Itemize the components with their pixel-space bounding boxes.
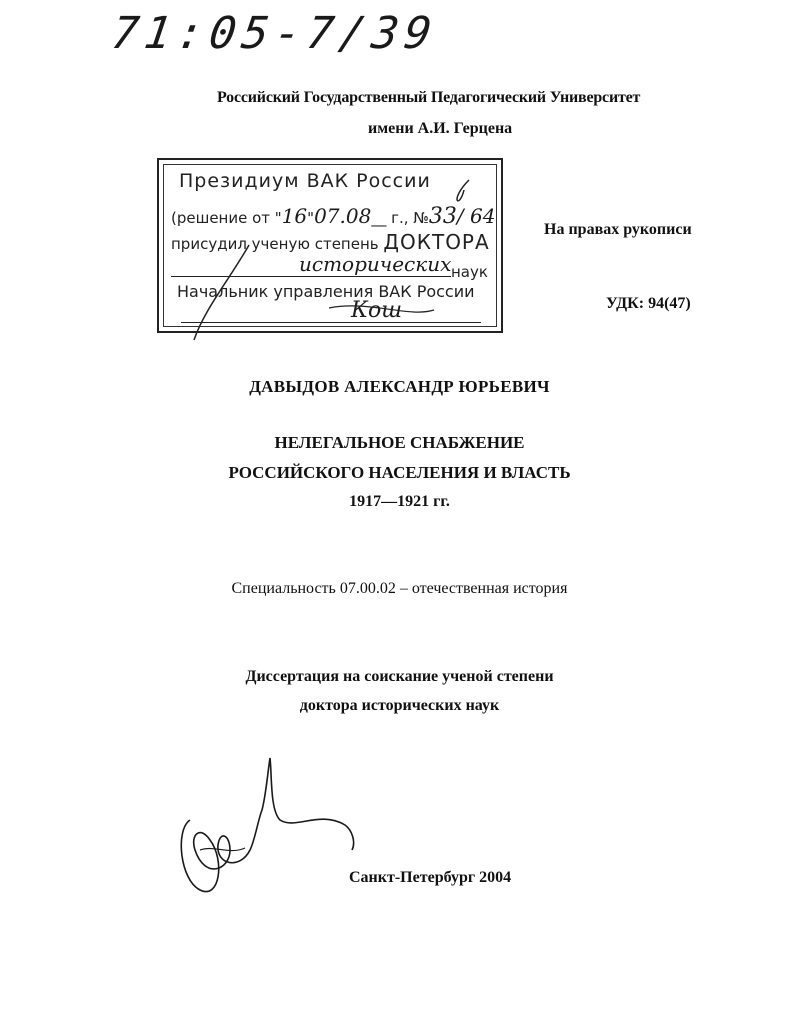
place-and-year: Санкт-Петербург 2004 <box>349 869 512 886</box>
stamp-awarded-prefix: присудил ученую степень <box>171 235 379 253</box>
author-name: ДАВЫДОВ АЛЕКСАНДР ЮРЬЕВИЧ <box>249 377 550 396</box>
stamp-field-suffix: наук <box>451 263 488 281</box>
university-honorific: имени А.И. Герцена <box>368 120 513 137</box>
dissertation-line2: доктора исторических наук <box>299 697 500 714</box>
rights-notice: На правах рукописи <box>544 221 692 238</box>
stamp-decision-number: 33 <box>428 204 457 229</box>
stamp-decision-month: 07.08 <box>314 204 372 228</box>
vak-stamp <box>157 158 503 333</box>
stamp-pen-strokes <box>149 150 515 350</box>
stamp-chief-signature: Кош <box>351 298 403 323</box>
stamp-degree: ДОКТОРА <box>383 230 490 254</box>
stamp-decision-day: 16 <box>281 204 308 228</box>
stamp-decision-quote: " <box>307 209 315 227</box>
university-name: Российский Государственный Педагогический Университет <box>217 89 641 106</box>
specialty: Специальность 07.00.02 – отечественная история <box>231 580 568 597</box>
author-signature <box>170 750 370 910</box>
thesis-title-years: 1917—1921 гг. <box>349 493 450 510</box>
dissertation-line1: Диссертация на соискание ученой степени <box>245 668 554 685</box>
stamp-field-handwritten: исторических <box>299 252 452 276</box>
stamp-decision-year: __ г., № <box>371 209 429 227</box>
stamp-chief: Начальник управления ВАК России <box>177 282 475 301</box>
archive-number: 71:05-7/39 <box>108 8 441 59</box>
udk-code: УДК: 94(47) <box>606 295 691 312</box>
stamp-decision-prefix: (решение от " <box>171 209 282 227</box>
stamp-title: Президиум ВАК России <box>179 170 431 192</box>
thesis-title-line1: НЕЛЕГАЛЬНОЕ СНАБЖЕНИЕ <box>274 433 525 452</box>
thesis-title-line2: РОССИЙСКОГО НАСЕЛЕНИЯ И ВЛАСТЬ <box>228 463 571 482</box>
stamp-decision-fraction: / 64 <box>456 204 496 228</box>
